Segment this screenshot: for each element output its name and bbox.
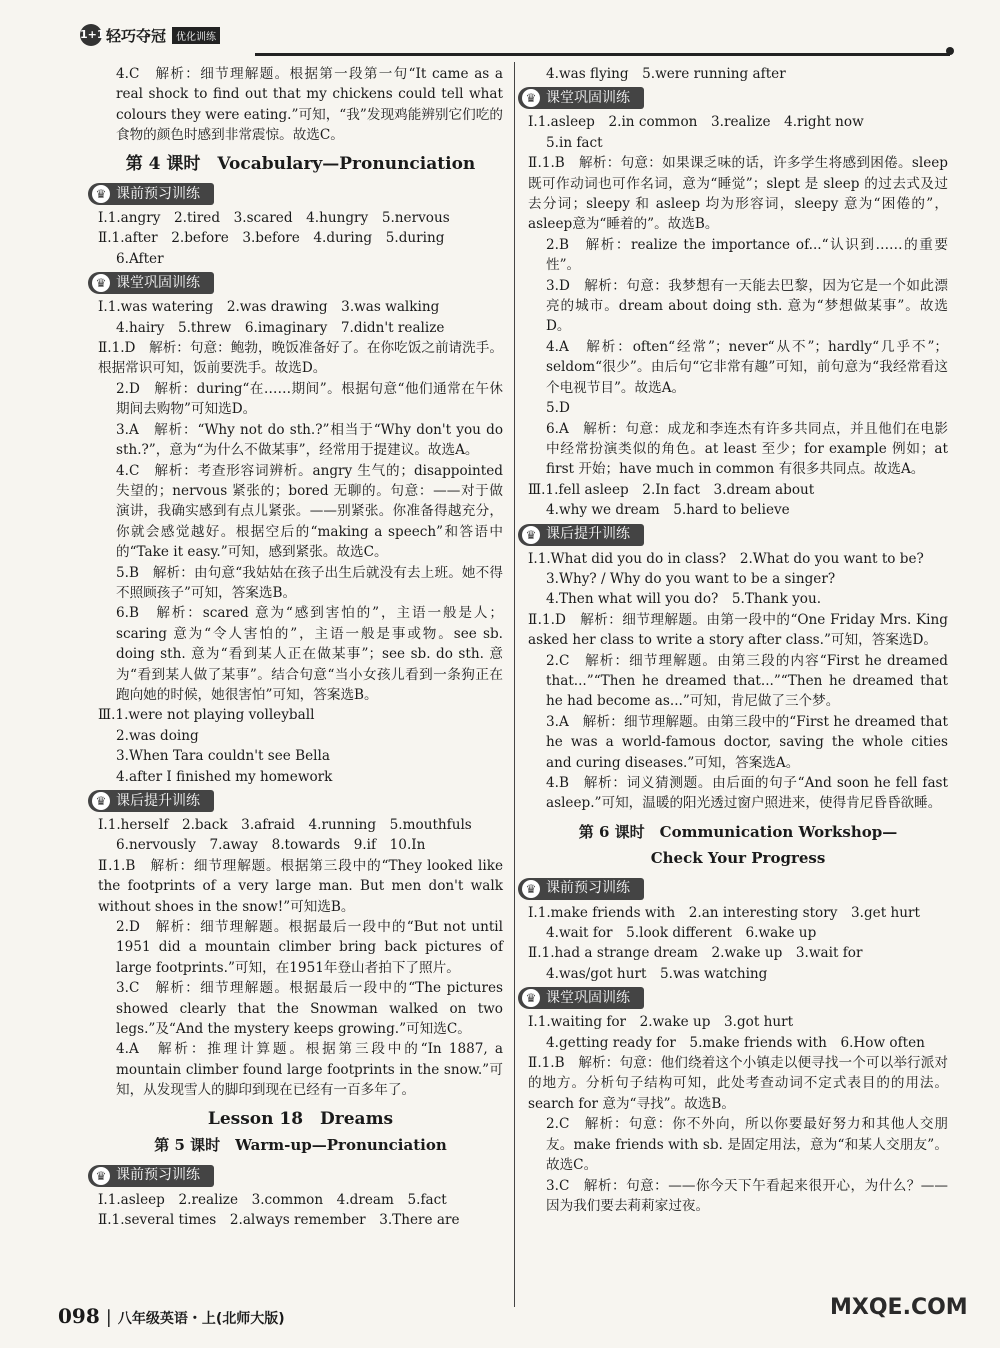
crown-icon: ♛ [92, 1167, 110, 1185]
answer-line: 4.A 解析：推理计算题。根据第三段中的“In 1887, a mountain climber found large footprints in the snow.”可知，从发现雪人的脚印到现在已经有一百多年了。 [116, 1041, 503, 1099]
book-title: 八年级英语・上(北师大版) [117, 1311, 285, 1327]
answer-line: Ⅱ.1.after 2.before 3.before 4.during 5.during [98, 230, 445, 247]
answer-line: 5.D [546, 400, 570, 417]
crown-icon: ♛ [92, 274, 110, 292]
answer-line: 6.A 解析：句意：成龙和李连杰有许多共同点，并且他们在电影中经常扮演类似的角色。at least 至少；for example 例如；at first 开始；have much in common 有很多共同点。故选A。 [546, 420, 948, 478]
section-banner-class [518, 87, 644, 109]
answer-line: Ⅲ.1.were not playing volleyball [98, 707, 315, 724]
answer-line: 4.B 解析：词义猜测题。由后面的句子“And soon he fell fast asleep.”可知，温暖的阳光透过窗户照进来，使得肯尼昏昏欲睡。 [546, 775, 948, 812]
answer-line: Ⅰ.1.asleep 2.in common 3.realize 4.right now [528, 114, 864, 131]
crown-icon: ♛ [522, 89, 540, 107]
answer-line: 6.B 解析：scared 意为“感到害怕的”，主语一般是人；scaring 意为“令人害怕的”，主语一般是事或物。see sb. doing sth. 意为“看到某人正在做某事”；see sb. do sth. 意为“看到某人做了某事”。结合句意“当小女孩儿看到一条狗正在跑向她的时候，她很害怕”可知，答案选B。 [116, 605, 503, 703]
answer-line: 2.C 解析：句意：你不外向，所以你要最好努力和其他人交朋友。make friends with sb. 是固定用法，意为“和某人交朋友”。故选C。 [546, 1116, 948, 1174]
lesson-4-title: 第 4 课时 Vocabulary—Pronunciation [125, 153, 476, 174]
banner-label: 课堂巩固训练 [546, 990, 630, 1007]
page-header [80, 18, 950, 58]
page-number: 098 [58, 1304, 100, 1328]
answer-line: 4.was/got hurt 5.was watching [546, 965, 768, 982]
answer-line: 3.C 解析：句意：——你今天下午看起来很开心，为什么？——因为我们要去莉莉家过夜。 [546, 1177, 948, 1214]
answer-line: 3.Why? / Why do you want to be a singer? [546, 570, 836, 587]
section-banner-after [88, 790, 214, 812]
lesson-18-title: Lesson 18 Dreams [207, 1108, 394, 1129]
banner-label: 课前预习训练 [116, 1167, 200, 1184]
answer-line: 4.wait for 5.look different 6.wake up [546, 925, 817, 942]
answer-line: Ⅱ.1.D 解析：句意：鲍勃，晚饭准备好了。在你吃饭之前请洗手。根据常识可知，饭前要洗手。故选D。 [98, 340, 503, 377]
crown-icon: ♛ [522, 880, 540, 898]
section-banner-preview [88, 183, 214, 205]
column-divider [514, 62, 515, 1307]
watermark-stamp: MXQE.COM [830, 1295, 968, 1320]
answer-line: Ⅰ.1.angry 2.tired 3.scared 4.hungry 5.nervous [98, 210, 450, 227]
answer-line: 4.C 解析：考查形容词辨析。angry 生气的；disappointed 失望的；nervous 紧张的；bored 无聊的。句意：——对于做演讲，我确实感到有点儿紧张。——别紧张。你准备得越充分，你就会感觉越好。根据空后的“making a speech”和答语中的“Take it easy.”可知，感到紧张。故选C。 [116, 462, 503, 561]
banner-label: 课前预习训练 [546, 880, 630, 897]
answer-line: 6.nervously 7.away 8.towards 9.if 10.In [116, 837, 426, 854]
answer-line: 4.hairy 5.threw 6.imaginary 7.didn't realize [116, 319, 445, 336]
answer-line: 2.D 解析：during“在……期间”。根据句意“他们通常在午休期间去购物”可知选D。 [116, 380, 503, 418]
crown-icon: ♛ [522, 989, 540, 1007]
section-banner-preview [518, 878, 644, 900]
section-banner-preview [88, 1165, 214, 1187]
answer-line: Ⅲ.1.fell asleep 2.In fact 3.dream about [528, 481, 815, 498]
lesson-6-title: 第 6 课时 Communication Workshop— [578, 822, 898, 841]
brand-subtitle: 优化训练 [172, 27, 220, 44]
answer-line: Ⅱ.1.B 解析：细节理解题。根据第三段中的“They looked like the footprints of a very large man. But men don't walk without shoes in the snow!”可知选B。 [98, 857, 503, 915]
answer-line: Ⅱ.1.had a strange dream 2.wake up 3.wait for [528, 945, 863, 962]
crown-icon: ♛ [92, 792, 110, 810]
answer-line: 6.After [116, 250, 164, 267]
answer-line: Ⅱ.1.B 解析：句意：如果课乏味的话，许多学生将感到困倦。sleep 既可作动词也可作名词，意为“睡觉”；slept 是 sleep 的过去式及过去分词；sleepy 和 asleep 均为形容词，sleepy 意为“困倦的”，asleep意为“睡着的”。故选B。 [528, 155, 948, 233]
crown-icon: ♛ [522, 526, 540, 544]
banner-label: 课后提升训练 [546, 526, 630, 543]
banner-label: 课堂巩固训练 [116, 275, 200, 292]
brand-logo [80, 24, 220, 46]
header-rule [255, 53, 950, 56]
right-column [525, 64, 948, 1216]
answer-line: 4.was flying 5.were running after [546, 66, 786, 82]
lesson-6-subtitle: Check Your Progress [650, 849, 826, 868]
answer-line: Ⅰ.1.was watering 2.was drawing 3.was walking [98, 299, 440, 316]
answer-line: 4.getting ready for 5.make friends with 6.How often [546, 1034, 925, 1051]
answer-line: 3.A 解析：细节理解题。由第三段中的“First he dreamed that he was a world-famous doctor, saving the whole cities and curing diseases.”可知，答案选A。 [546, 713, 948, 771]
banner-label: 课堂巩固训练 [546, 90, 630, 107]
crown-icon: ♛ [92, 185, 110, 203]
banner-label: 课前预习训练 [116, 185, 200, 202]
answer-line: 3.When Tara couldn't see Bella [116, 748, 330, 765]
answer-line: Ⅱ.1.several times 2.always remember 3.There are [98, 1211, 460, 1228]
answer-paragraph: 4.C 解析：细节理解题。根据第一段第一句“It came as a real shock to find out that my chickens could tell what colours they were eating.”可知，“我”发现鸡能辨别它们吃的食物的颜色时感到非常震惊。故选C。 [116, 66, 503, 144]
answer-line: 2.was doing [116, 727, 199, 744]
answer-line: 5.B 解析：由句意“我姑姑在孩子出生后就没有去上班。她不得不照顾孩子”可知，答案选B。 [116, 564, 503, 601]
answer-line: Ⅱ.1.D 解析：细节理解题。由第一段中的“One Friday Mrs. King asked her class to write a story after class.”可知，答案选D。 [528, 611, 948, 649]
banner-label: 课后提升训练 [116, 792, 200, 809]
logo-icon: 1+1 [80, 24, 102, 46]
answer-line: Ⅰ.1.herself 2.back 3.afraid 4.running 5.mouthfuls [98, 817, 472, 833]
answer-line: 4.Then what will you do? 5.Thank you. [546, 591, 822, 608]
footer-separator: | [105, 1307, 112, 1328]
answer-line: 2.B 解析：realize the importance of...“认识到……的重要性”。 [546, 236, 948, 274]
answer-line: Ⅰ.1.make friends with 2.an interesting story 3.get hurt [528, 904, 920, 921]
section-banner-after [518, 524, 644, 546]
answer-line: 3.C 解析：细节理解题。根据最后一段中的“The pictures showed clearly that the Snowman walked on two legs.”及“And the mystery keeps growing.”可知选C。 [116, 980, 503, 1038]
section-banner-class [518, 987, 644, 1009]
answer-line: 5.in fact [546, 134, 603, 151]
brand-title: 轻巧夺冠 [106, 26, 167, 45]
answer-line: 3.D 解析：句意：我梦想有一天能去巴黎，因为它是一个如此漂亮的城市。dream about doing sth. 意为“梦想做某事”。故选D。 [546, 277, 948, 335]
answer-line: 4.why we dream 5.hard to believe [546, 502, 790, 519]
answer-line: Ⅰ.1.What did you do in class? 2.What do you want to be? [528, 550, 924, 567]
answer-line: Ⅱ.1.B 解析：句意：他们绕着这个小镇走以便寻找一个可以举行派对的地方。分析句子结构可知，此处考查动词不定式表目的的用法。search for 意为“寻找”。故选B。 [528, 1055, 948, 1112]
answer-line: 2.D 解析：细节理解题。根据最后一段中的“But not until 1951 did a mountain climber bring back pictures of large footprints.”可知，在1951年登山者拍下了照片。 [116, 919, 503, 976]
lesson-5-title: 第 5 课时 Warm-up—Pronunciation [154, 1136, 447, 1155]
answer-line: 4.A 解析：often“经常”；never“从不”；hardly“几乎不”；seldom“很少”。由后句“它非常有趣”可知，前句意为“我经常看这个电视节目”。故选A。 [546, 338, 948, 396]
page-footer [58, 1304, 285, 1328]
answer-line: 3.A 解析：“Why not do sth.?”相当于“Why don't you do sth.?”，意为“为什么不做某事”，经常用于提建议。故选A。 [116, 421, 503, 459]
section-banner-class [88, 272, 214, 294]
left-column [95, 64, 503, 1230]
answer-line: 2.C 解析：细节理解题。由第三段的内容“First he dreamed that...”“Then he dreamed that...”“Then he dreamed that he had become as...”可知，肯尼做了三个梦。 [546, 652, 948, 710]
answer-line: Ⅰ.1.asleep 2.realize 3.common 4.dream 5.fact [98, 1191, 447, 1208]
answer-line: Ⅰ.1.waiting for 2.wake up 3.got hurt [528, 1014, 794, 1031]
header-dot [946, 47, 954, 55]
answer-line: 4.after I finished my homework [116, 768, 333, 785]
